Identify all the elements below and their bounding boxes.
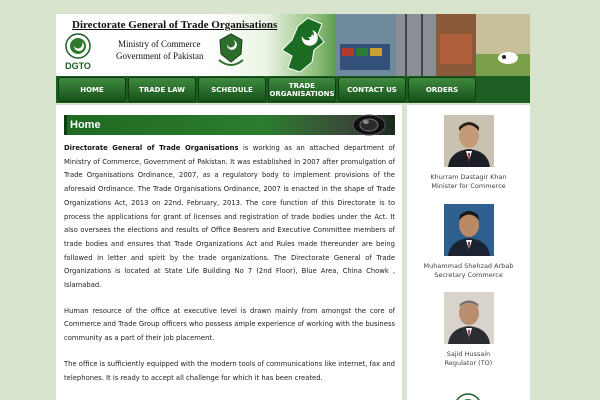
nav-home[interactable]: HOME (58, 77, 126, 102)
government-label: Government of Pakistan (116, 51, 204, 61)
officials-sidebar (407, 105, 530, 400)
official-title: Minister for Commerce (431, 182, 506, 190)
official-card (407, 115, 530, 191)
pakistan-map-icon (278, 16, 334, 74)
camera-lens-icon (349, 114, 389, 136)
nav-trade-law[interactable]: TRADE LAW (128, 77, 196, 102)
main-nav (56, 76, 530, 103)
nav-trade-organisations[interactable]: TRADE ORGANISATIONS (268, 77, 336, 102)
equipment-paragraph: The office is sufficiently equipped with the modern tools of communications like internet, fax and telephones. It is ready to accept all challenge for which it has been created. (64, 359, 395, 382)
official-title: Secretary Commerce (434, 271, 503, 279)
official-name: Sajid Hussain (446, 350, 491, 358)
intro-bold: Directorate General of Trade Organisations (64, 144, 239, 152)
nav-schedule[interactable]: SCHEDULE (198, 77, 266, 102)
svg-text:DGTO: DGTO (65, 61, 91, 71)
page-title: Home (70, 119, 101, 131)
page-heading-bar (64, 115, 395, 135)
dgto-logo[interactable] (60, 32, 96, 72)
nav-orders[interactable]: ORDERS (408, 77, 476, 102)
hr-paragraph: Human resource of the office at executive level is drawn mainly from amongst the core of Commerce and Trade Group officers who possess ample experience of working with the business community as a part of their job placement. (64, 306, 395, 343)
main-content (56, 105, 402, 400)
official-card (407, 204, 530, 280)
official-name: Khurram Dastagir Khan (430, 173, 507, 181)
official-name: Muhammad Shehzad Arbab (423, 262, 514, 270)
site-header (56, 14, 530, 76)
site-title: Directorate General of Trade Organisations (72, 19, 278, 31)
intro-paragraph (64, 142, 395, 293)
intro-text: is working as an attached department of Ministry of Commerce, Government of Pakistan. It was established in 2007 after promulgation of Trade Organisations Ordinance, 2007, as a regulatory body to implement provisions of the aforesaid Ordinance. The Trade Organisations Ordinance, 2007 is enacted in the shape of Trade Organizations Act, 2013 on 22nd. February, 2013. The core function of this Directorate is to process the applications for grant of licenses and registration of trade bodies under the Act. It also oversees the elections and results of Office Bearers and Executive Committee members of trade bodies and ensures that Trade Organizations Act and Rules made thereunder are being followed in letter and spirit by the trade organizations. The Directorate General of Trade Organizations is located at State Life Building No 7 (2nd Floor), Blue Area, China Chowk , Islamabad. (64, 144, 395, 290)
nav-contact-us[interactable]: CONTACT US (338, 77, 406, 102)
seal-icon (453, 392, 483, 400)
trade-collage-image (336, 14, 530, 76)
state-emblem-icon (214, 30, 248, 70)
official-card (407, 292, 530, 368)
official-title: Regulator (TO) (444, 359, 493, 367)
ministry-label: Ministry of Commerce (118, 39, 201, 49)
official-photo[interactable] (444, 115, 494, 167)
official-photo[interactable] (444, 292, 494, 344)
official-photo[interactable] (444, 204, 494, 256)
